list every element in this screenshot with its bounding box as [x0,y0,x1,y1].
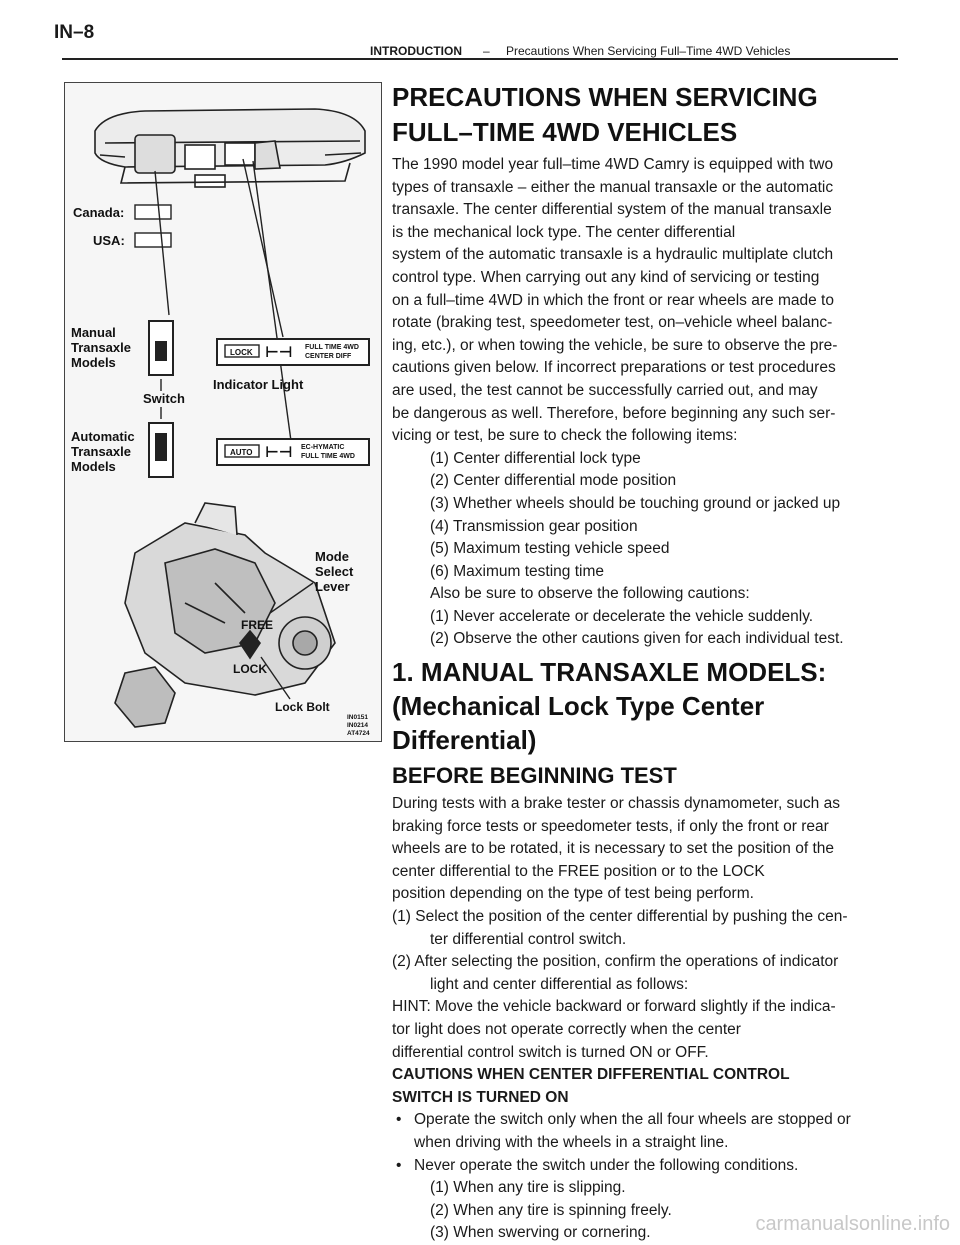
canada-label: Canada: [73,205,125,220]
paragraph-line: center differential to the FREE position or to the LOCK [392,862,765,880]
caution-heading [392,1064,902,1109]
section-heading [392,655,902,757]
intro-line: types of transaxle – either the manual transaxle or the automatic [392,178,834,196]
bullet-continuation: when driving with the wheels in a straight line. [414,1133,729,1151]
intro-line: cautions given below. If incorrect preparations or test procedures [392,359,836,377]
intro-paragraph [392,154,902,448]
list-item: (2) Observe the other cautions given for each individual test. [430,630,844,648]
full-time-text: FULL TIME 4WD CENTER DIFF [305,344,359,360]
auto-label-2: Transaxle [71,444,131,459]
hint-line: tor light does not operate correctly when the center [392,1021,741,1038]
section-heading-line: 1. MANUAL TRANSAXLE MODELS: [392,657,827,688]
intro-line: rotate (braking test, speedometer test, on–vehicle wheel balanc- [392,314,833,332]
lock-bolt-label: Lock Bolt [275,700,330,714]
dashboard-drawing [95,109,365,187]
step-2 [392,951,902,996]
intro-line: system of the automatic transaxle is a hydraulic multiplate clutch [392,246,834,264]
intro-line: on a full–time 4WD in which the front or rear wheels are made to [392,291,834,309]
header-subtitle: Precautions When Servicing Full–Time 4WD Vehicles [506,44,791,58]
differential-icon-auto: ⊢⊣ [265,444,293,461]
manual-label-1: Manual [71,325,116,340]
intro-line: ing, etc.), or when towing the vehicle, be sure to observe the pre- [392,336,838,354]
subsection-heading: BEFORE BEGINNING TEST [392,763,677,789]
ec-hymatic-text: EC-HYMATIC FULL TIME 4WD [301,444,355,460]
figure-codes: IN0151 IN0214 AT4724 [347,714,370,737]
mode-select-lever-label: Mode Select Lever [315,549,354,594]
switch-label: Switch [143,391,185,406]
intro-line: vicing or test, be sure to check the following items: [392,427,738,445]
step-1 [392,906,902,951]
section-heading-line: (Mechanical Lock Type Center [392,691,765,722]
header-section: INTRODUCTION [370,44,462,58]
differential-icon: ⊢⊣ [265,344,293,361]
list-item: (4) Transmission gear position [430,517,638,535]
paragraph-line: During tests with a brake tester or chassis dynamometer, such as [392,795,840,813]
lock-indicator-text: LOCK [230,348,253,357]
canada-switch-icon [135,205,171,219]
caution-heading-line: SWITCH IS TURNED ON [392,1088,569,1106]
watermark: carmanualsonline.info [755,1213,950,1235]
title-line: PRECAUTIONS WHEN SERVICING [392,82,818,112]
manual-label-2: Transaxle [71,340,131,355]
main-content [392,80,902,1245]
intro-line: be dangerous as well. Therefore, before beginning any such ser- [392,404,836,422]
usa-label: USA: [93,233,125,248]
list-item: (1) When any tire is slipping. [430,1179,626,1197]
header-rule [62,58,898,60]
title-line: FULL–TIME 4WD VEHICLES [392,117,738,147]
auto-label-1: Automatic [71,429,135,444]
auto-label-3: Models [71,459,116,474]
list-item: (6) Maximum testing time [430,562,604,580]
list-item: (3) When swerving or cornering. [430,1224,651,1242]
intro-line: transaxle. The center differential system of the manual transaxle [392,201,832,219]
step-line: (1) Select the position of the center differential by pushing the cen- [392,908,848,926]
step-line: (2) After selecting the position, confirm the operations of indicator [392,953,839,971]
bullet-item: • Operate the switch only when the all four wheels are stopped or [392,1109,902,1132]
hint-line: HINT: Move the vehicle backward or forward slightly if the indica- [392,998,836,1016]
list-item: (5) Maximum testing vehicle speed [430,540,670,558]
check-items-list [392,448,902,651]
paragraph-line: position depending on the type of test being perform. [392,885,754,903]
bullet-item: • Never operate the switch under the following conditions. [392,1155,902,1178]
list-item: (3) Whether wheels should be touching ground or jacked up [430,494,841,512]
intro-line: is the mechanical lock type. The center differential [392,223,736,241]
list-item: (1) Never accelerate or decelerate the vehicle suddenly. [430,607,814,625]
before-test-paragraph [392,793,902,906]
page-title [392,80,902,150]
usa-switch-icon [135,233,171,247]
transaxle-drawing [115,503,335,727]
indicator-light-label: Indicator Light [213,377,304,392]
manual-transaxle-label [71,325,135,370]
list-item: (2) Center differential mode position [430,472,677,490]
intro-line: control type. When carrying out any kind of servicing or testing [392,268,820,286]
header-dash: – [483,44,490,58]
caution-heading-line: CAUTIONS WHEN CENTER DIFFERENTIAL CONTROL [392,1066,790,1084]
figure-illustration [64,82,382,742]
list-item: (2) When any tire is spinning freely. [430,1201,672,1219]
step-line: light and center differential as follows: [430,975,689,993]
page-header [0,0,960,64]
manual-label-3: Models [71,355,116,370]
page-number: IN–8 [54,22,95,43]
intro-line: The 1990 model year full–time 4WD Camry is equipped with two [392,156,834,173]
step-line: ter differential control switch. [430,930,627,948]
auto-indicator-text: AUTO [230,448,253,457]
figure-drawing [65,83,381,741]
intro-line: are used, the test cannot be successfully carried out, and may [392,381,818,399]
paragraph-line: braking force tests or speedometer tests, if only the front or rear [392,817,829,835]
list-item: (1) Center differential lock type [430,449,641,467]
free-label: FREE [241,618,274,632]
section-heading-line: Differential) [392,725,537,756]
automatic-transaxle-label [71,429,138,474]
also-observe-text: Also be sure to observe the following cautions: [430,585,750,603]
hint-line: differential control switch is turned ON or OFF. [392,1043,709,1061]
hint-paragraph [392,996,902,1064]
lock-label: LOCK [233,662,267,676]
paragraph-line: wheels are to be rotated, it is necessary to set the position of the [392,840,834,858]
